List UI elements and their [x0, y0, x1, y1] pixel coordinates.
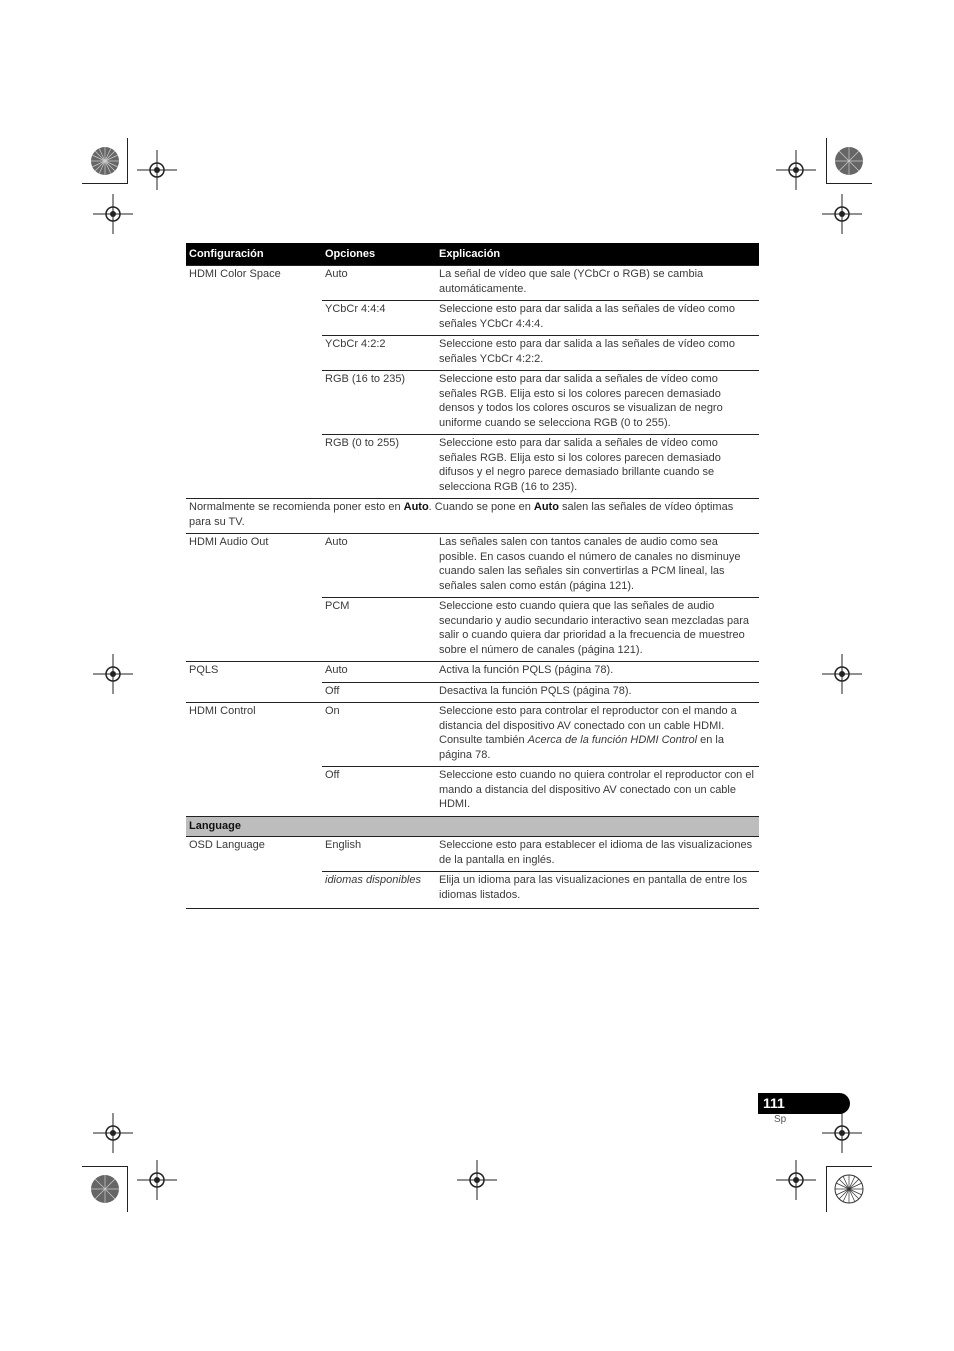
- table-row: [186, 266, 759, 301]
- crop-line: [127, 1166, 128, 1212]
- table-row: [186, 534, 759, 598]
- crop-line: [127, 138, 128, 184]
- table-row: [186, 662, 759, 683]
- crosshair-icon: [776, 150, 816, 190]
- table-row: [186, 598, 759, 662]
- table-row: [186, 371, 759, 435]
- settings-table: [186, 243, 759, 909]
- setting-name: HDMI Audio Out: [186, 534, 322, 598]
- crosshair-icon: [776, 1160, 816, 1200]
- option-name: PCM: [322, 598, 436, 662]
- option-explanation: Activa la función PQLS (página 78).: [436, 662, 759, 683]
- crosshair-icon: [137, 150, 177, 190]
- page-number-tab: [758, 1093, 850, 1114]
- option-name: Off: [322, 767, 436, 817]
- setting-name: HDMI Color Space: [186, 266, 322, 301]
- section-language: Language: [186, 816, 759, 837]
- option-name: idiomas disponibles: [322, 872, 436, 909]
- table-header-row: [186, 243, 759, 266]
- crop-line: [82, 183, 128, 184]
- table-row: [186, 336, 759, 371]
- table-row: [186, 682, 759, 703]
- option-explanation: Las señales salen con tantos canales de audio como sea posible. En casos cuando el número de canales no disminuye cuando salen las señales sin convertirlas a PCM lineal, las señales salen como están (página 121).: [436, 534, 759, 598]
- option-name: On: [322, 703, 436, 767]
- crosshair-icon: [822, 1113, 862, 1153]
- option-name: Off: [322, 682, 436, 703]
- option-name: Auto: [322, 662, 436, 683]
- header-configuracion: Configuración: [186, 243, 322, 266]
- option-explanation: La señal de vídeo que sale (YCbCr o RGB) se cambia automáticamente.: [436, 266, 759, 301]
- crosshair-icon: [457, 1160, 497, 1200]
- language-code: Sp: [774, 1114, 787, 1125]
- table-row: [186, 767, 759, 817]
- setting-name: HDMI Control: [186, 703, 322, 767]
- crosshair-icon: [93, 194, 133, 234]
- option-name: Auto: [322, 534, 436, 598]
- page-number: 111: [763, 1095, 785, 1111]
- crosshair-icon: [93, 654, 133, 694]
- header-opciones: Opciones: [322, 243, 436, 266]
- table-row: [186, 435, 759, 499]
- crop-line: [82, 1166, 128, 1167]
- option-explanation: Seleccione esto para dar salida a señales de vídeo como señales RGB. Elija esto si los colores parecen demasiado densos y todos los colores oscuros se visualizan de negro uniforme cuando se selecciona RGB (0 to 255).: [436, 371, 759, 435]
- table-note-row: [186, 499, 759, 534]
- option-explanation: Seleccione esto para controlar el reproductor con el mando a distancia del dispositivo AV conectado con un cable HDMI. Consulte también Acerca de la función HDMI Control en la página 78.: [436, 703, 759, 767]
- option-explanation: Seleccione esto para dar salida a las señales de vídeo como señales YCbCr 4:2:2.: [436, 336, 759, 371]
- table-row: [186, 837, 759, 872]
- crosshair-icon: [822, 654, 862, 694]
- crop-line: [826, 1166, 872, 1167]
- registration-wheel-icon: [90, 1174, 120, 1204]
- section-header-row: [186, 816, 759, 837]
- registration-wheel-icon: [834, 146, 864, 176]
- registration-wheel-icon: [90, 146, 120, 176]
- table-row: [186, 301, 759, 336]
- recommendation-note: Normalmente se recomienda poner esto en Auto. Cuando se pone en Auto salen las señales de vídeo óptimas para su TV.: [186, 499, 759, 534]
- setting-name: OSD Language: [186, 837, 322, 872]
- option-name: Auto: [322, 266, 436, 301]
- crosshair-icon: [822, 194, 862, 234]
- option-explanation: Seleccione esto para establecer el idioma de las visualizaciones de la pantalla en inglés.: [436, 837, 759, 872]
- crop-line: [826, 183, 872, 184]
- crop-line: [826, 1166, 827, 1212]
- option-explanation: Desactiva la función PQLS (página 78).: [436, 682, 759, 703]
- option-name: RGB (16 to 235): [322, 371, 436, 435]
- crosshair-icon: [93, 1113, 133, 1153]
- option-name: English: [322, 837, 436, 872]
- option-explanation: Seleccione esto cuando no quiera controlar el reproductor con el mando a distancia del dispositivo AV conectado con un cable HDMI.: [436, 767, 759, 817]
- table-row: [186, 703, 759, 767]
- crosshair-icon: [137, 1160, 177, 1200]
- option-name: RGB (0 to 255): [322, 435, 436, 499]
- crop-line: [826, 138, 827, 184]
- option-name: YCbCr 4:2:2: [322, 336, 436, 371]
- table-row: [186, 872, 759, 909]
- option-explanation: Seleccione esto cuando quiera que las señales de audio secundario y audio secundario interactivo sean mezcladas para salir o cuando quiera dar prioridad a la frecuencia de muestreo sobre el número de canales (página 121).: [436, 598, 759, 662]
- registration-wheel-icon: [834, 1174, 864, 1204]
- option-explanation: Seleccione esto para dar salida a las señales de vídeo como señales YCbCr 4:4:4.: [436, 301, 759, 336]
- header-explicacion: Explicación: [436, 243, 759, 266]
- option-explanation: Seleccione esto para dar salida a señales de vídeo como señales RGB. Elija esto si los colores parecen demasiado difusos y el negro parece demasiado brillante cuando se selecciona RGB (16 to 235).: [436, 435, 759, 499]
- setting-name: PQLS: [186, 662, 322, 683]
- option-name: YCbCr 4:4:4: [322, 301, 436, 336]
- option-explanation: Elija un idioma para las visualizaciones en pantalla de entre los idiomas listados.: [436, 872, 759, 909]
